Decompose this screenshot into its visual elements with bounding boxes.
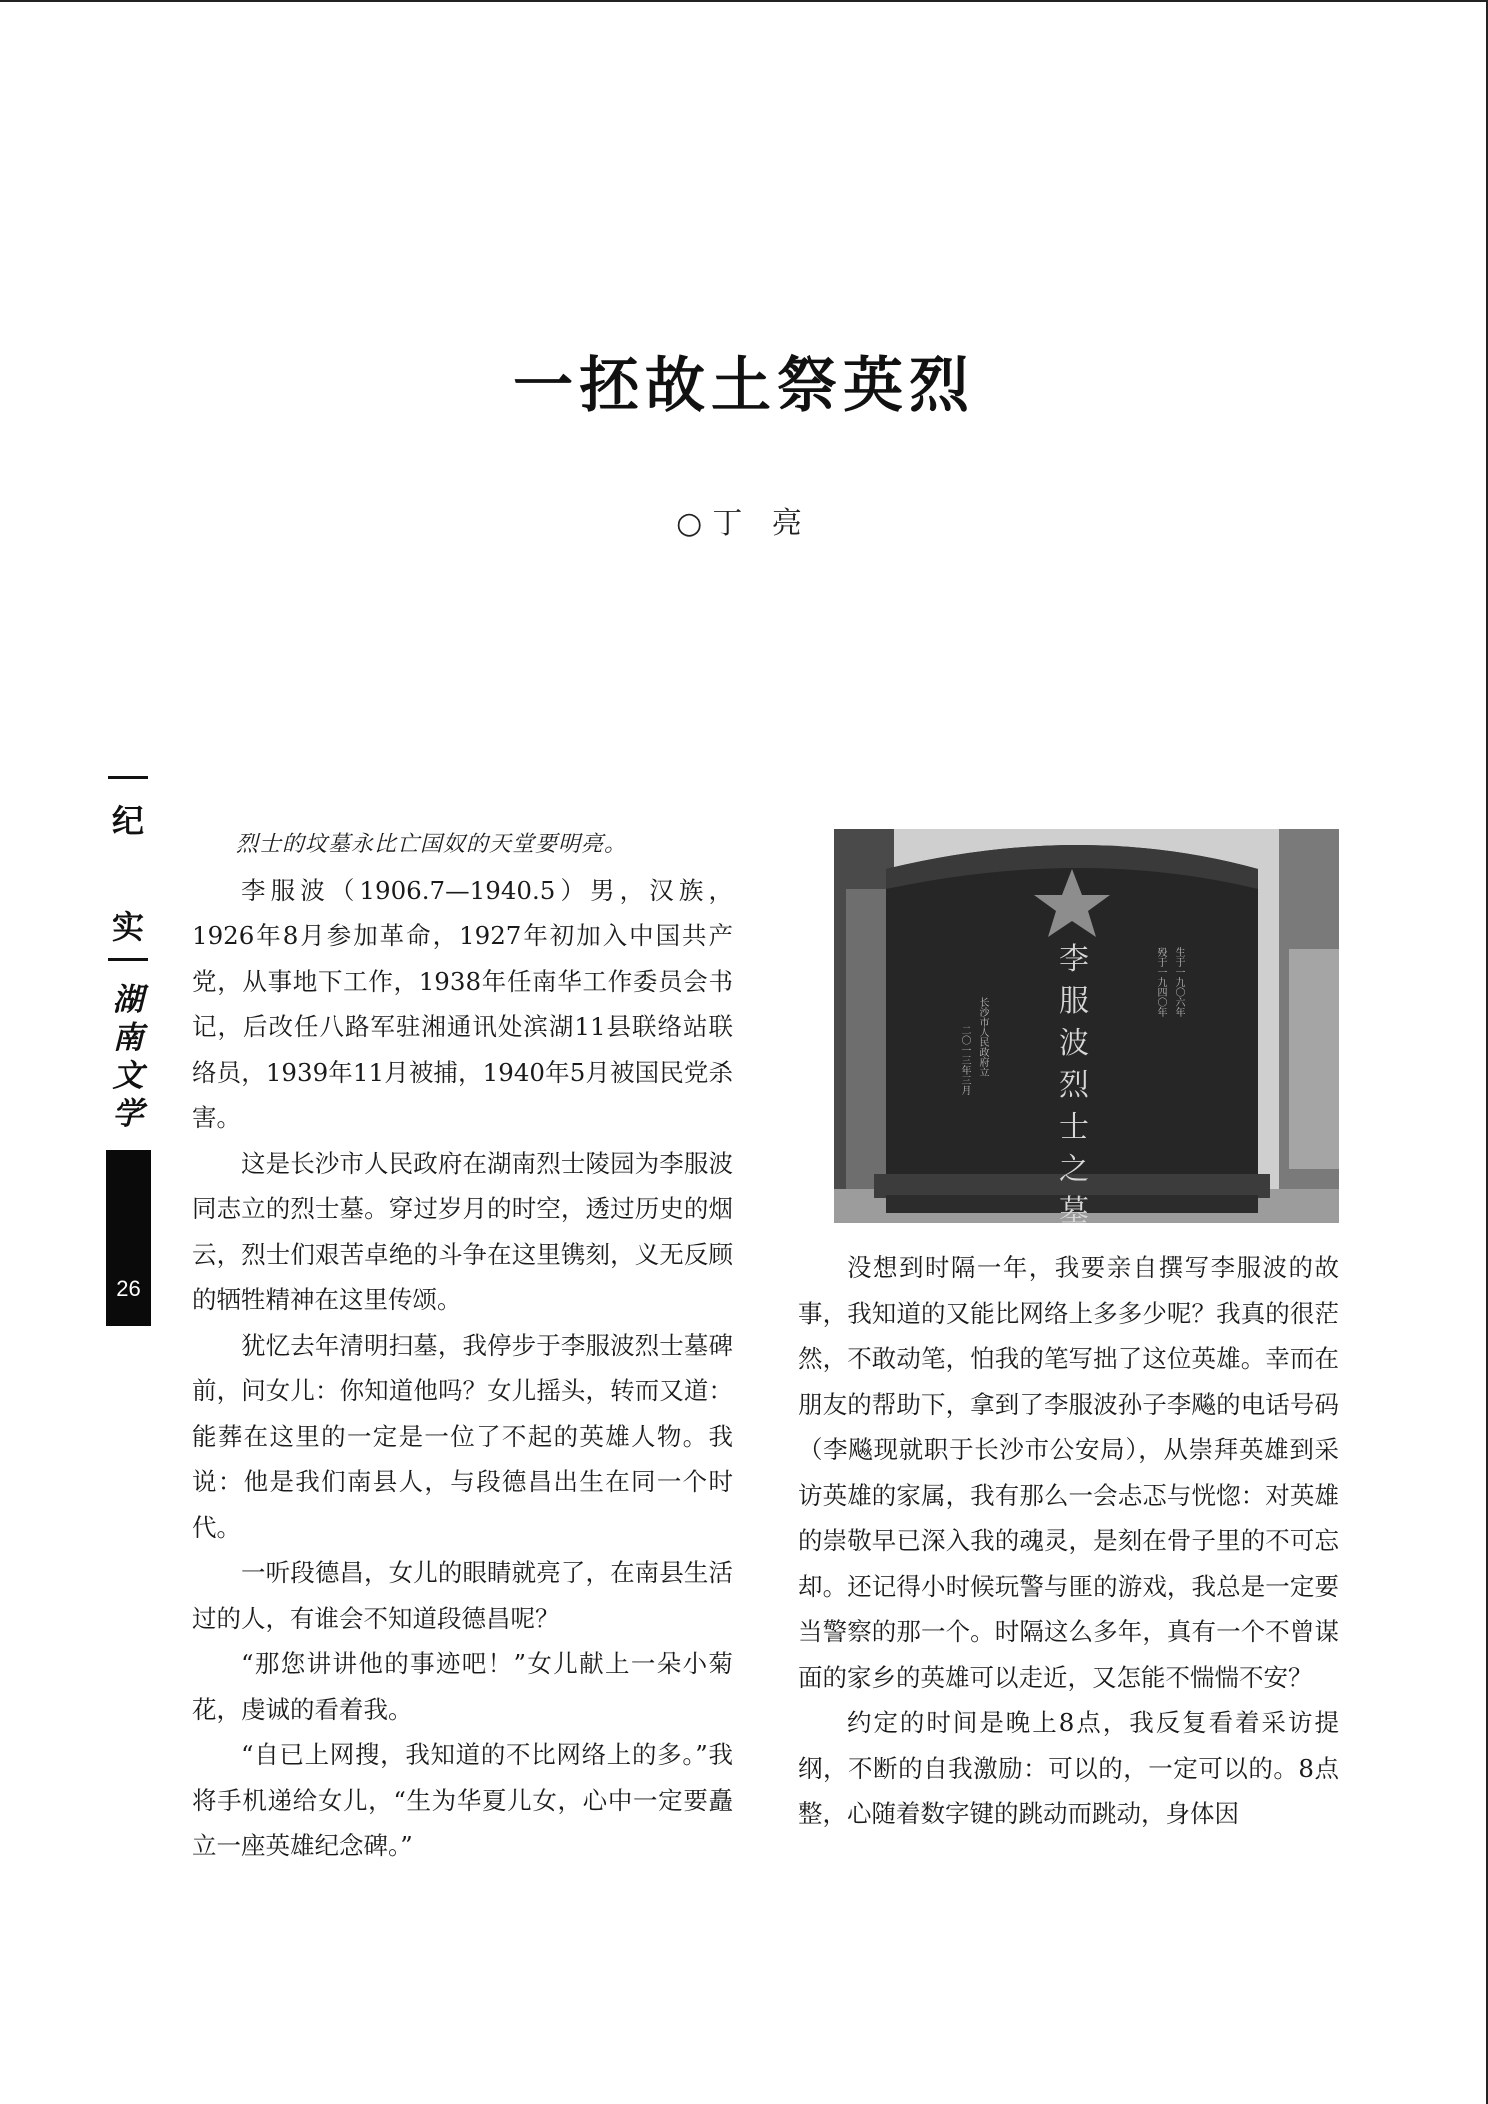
section-label-char: 实: [111, 908, 144, 946]
tombstone-main-inscription: [1056, 939, 1092, 1223]
tombstone-erector-inscription: 长沙市人民政府立: [977, 997, 988, 1077]
body-paragraph: 犹忆去年清明扫墓，我停步于李服波烈士墓碑前，问女儿：你知道他吗？女儿摇头，转而又道：能葬在这里的一定是一位了不起的英雄人物。我说：他是我们南县人，与段德昌出生在同一个时代。: [192, 1330, 733, 1542]
inscription-char: 士: [1059, 1110, 1089, 1145]
magazine-name-char: 南: [112, 1020, 144, 1056]
body-paragraph: “自已上网搜，我知道的不比网络上的多。”我将手机递给女儿，“生为华夏儿女，心中一定要矗立一座英雄纪念碑。”: [192, 1740, 733, 1860]
page-number: 26: [116, 1276, 141, 1301]
inscription-char: 服: [1059, 984, 1089, 1019]
inscription-char: 李: [1059, 942, 1089, 977]
right-text-column: [798, 1245, 1339, 1837]
tombstone-death-inscription: 殁于一九四〇年: [1155, 947, 1166, 1017]
page-frame-top: [0, 0, 1488, 2]
tombstone-birth-inscription: 生于一九〇六年: [1173, 947, 1184, 1017]
left-text-column: [192, 822, 733, 1869]
tombstone-date-inscription: 二〇一三年三月: [959, 1025, 970, 1095]
inscription-char: 墓: [1059, 1194, 1089, 1223]
body-paragraph: “那您讲讲他的事迹吧！”女儿献上一朵小菊花，虔诚的看着我。: [192, 1649, 733, 1724]
body-paragraph: 一听段德昌，女儿的眼睛就亮了，在南县生活过的人，有谁会不知道段德昌呢？: [192, 1558, 733, 1633]
body-paragraph: 约定的时间是晚上8点，我反复看着采访提纲，不断的自我激励：可以的，一定可以的。8点整，心随着数字键的跳动而跳动，身体因: [798, 1708, 1339, 1828]
section-label-char: 纪: [111, 802, 144, 840]
inscription-char: 波: [1059, 1026, 1089, 1061]
tombstone-photo: [834, 829, 1339, 1223]
inscription-char: 烈: [1059, 1068, 1089, 1103]
sidebar-rule-top: [108, 776, 148, 779]
inscription-char: 之: [1059, 1152, 1089, 1187]
epigraph: 烈士的坟墓永比亡国奴的天堂要明亮。: [236, 832, 628, 857]
body-paragraph: 没想到时隔一年，我要亲自撰写李服波的故事，我知道的又能比网络上多多少呢？我真的很茫然，不敢动笔，怕我的笔写拙了这位英雄。幸而在朋友的帮助下，拿到了李服波孙子李飚的电话号码（李飚现就职于长沙市公安局），从崇拜英雄到采访英雄的家属，我有那么一会忐忑与恍惚：对英雄的崇敬早已深入我的魂灵，是刻在骨子里的不可忘却。还记得小时候玩警与匪的游戏，我总是一定要当警察的那一个。时隔这么多年，真有一个不曾谋面的家乡的英雄可以走近，又怎能不惴惴不安？: [798, 1253, 1339, 1692]
article-byline: ○丁 亮: [676, 506, 812, 541]
article-title: 一抷故土祭英烈: [513, 351, 975, 421]
magazine-name-char: 文: [112, 1058, 144, 1094]
body-paragraph: 这是长沙市人民政府在湖南烈士陵园为李服波同志立的烈士墓。穿过岁月的时空，透过历史的烟云，烈士们艰苦卓绝的斗争在这里镌刻，义无反顾的牺牲精神在这里传颂。: [192, 1148, 733, 1314]
body-paragraph: 李服波（1906.7—1940.5）男，汉族，1926年8月参加革命，1927年初加入中国共产党，从事地下工作，1938年任南华工作委员会书记，后改任八路军驻湘通讯处滨湖11县联络站联络员，1939年11月被捕，1940年5月被国民党杀害。: [192, 875, 733, 1132]
magazine-name-char: 学: [112, 1096, 144, 1132]
sidebar-rule-mid: [108, 958, 148, 961]
magazine-name-char: 湖: [112, 982, 144, 1018]
